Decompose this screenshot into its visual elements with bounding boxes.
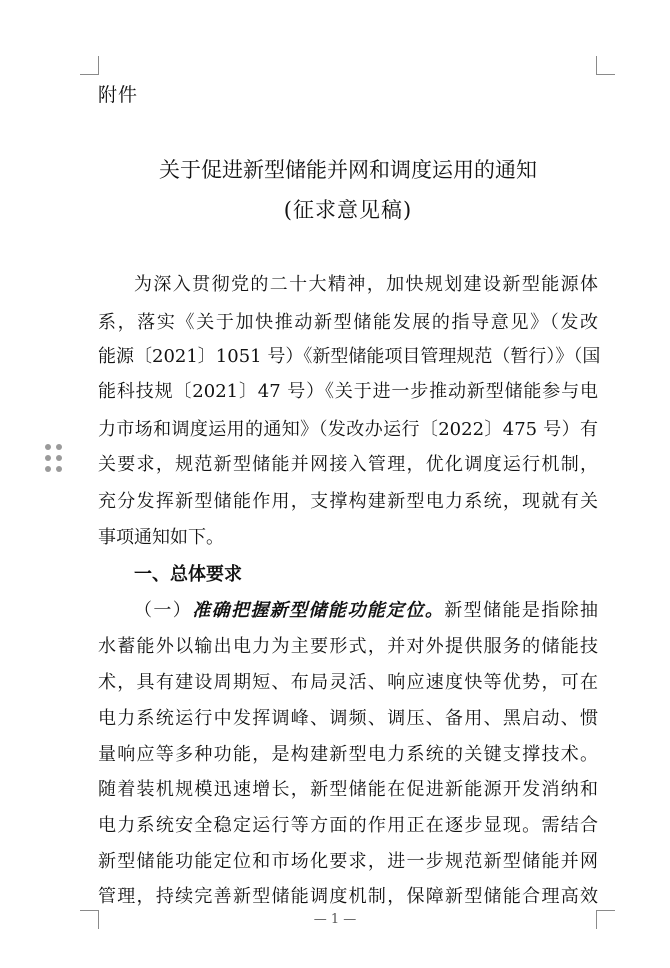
paragraph-line: 关要求，规范新型储能并网接入管理，优化调度运行机制， [98,454,598,475]
paragraph-line: 电力系统安全稳定运行等方面的作用正在逐步显现。需结合 [98,815,598,836]
subsection-heading: 准确把握新型储能功能定位。 [192,600,445,621]
crop-mark-top-left [80,56,99,75]
paragraph-line: 能科技规〔2021〕47 号）《关于进一步推动新型储能参与电 [98,381,598,402]
paragraph-line: 新型储能功能定位和市场化要求，进一步规范新型储能并网 [98,851,598,872]
paragraph-line: 为深入贯彻党的二十大精神，加快规划建设新型能源体 [134,274,598,295]
subsection-number: （一） [134,600,193,621]
paragraph-line: 随着装机规模迅速增长，新型储能在促进新能源开发消纳和 [98,779,598,800]
paragraph-line: 能源〔2021〕1051 号）《新型储能项目管理规范（暂行）》（国 [98,346,601,367]
paragraph-line: 电力系统运行中发挥调峰、调频、调压、备用、黑启动、惯 [98,708,598,729]
paragraph-line: 充分发挥新型储能作用，支撑构建新型电力系统，现就有关 [98,491,598,512]
paragraph-line: 量响应等多种功能，是构建新型电力系统的关键支撑技术。 [98,744,598,765]
subsection-first-line [98,599,598,623]
paragraph-line: 事项通知如下。 [98,527,224,548]
subsection-text: 新型储能是指除抽 [444,600,599,621]
paragraph-line: 系，落实《关于加快推动新型储能发展的指导意见》（发改 [98,312,598,333]
attachment-label: 附件 [98,84,139,106]
document-subtitle: (征求意见稿) [283,198,413,222]
paragraph-line: 水蓄能外以输出电力为主要形式，并对外提供服务的储能技 [98,636,598,657]
page-number: — 1 — [313,912,357,927]
section-heading: 一、总体要求 [134,564,242,585]
crop-mark-top-right [596,56,615,75]
paragraph-line: 术，具有建设周期短、布局灵活、响应速度快等优势，可在 [98,672,598,693]
paragraph-line: 力市场和调度运用的通知》（发改办运行〔2022〕475 号）有 [98,419,598,440]
drag-handle-icon[interactable] [44,443,64,475]
document-title: 关于促进新型储能并网和调度运用的通知 [159,158,537,182]
paragraph-line: 管理，持续完善新型储能调度机制，保障新型储能合理高效 [98,886,598,907]
